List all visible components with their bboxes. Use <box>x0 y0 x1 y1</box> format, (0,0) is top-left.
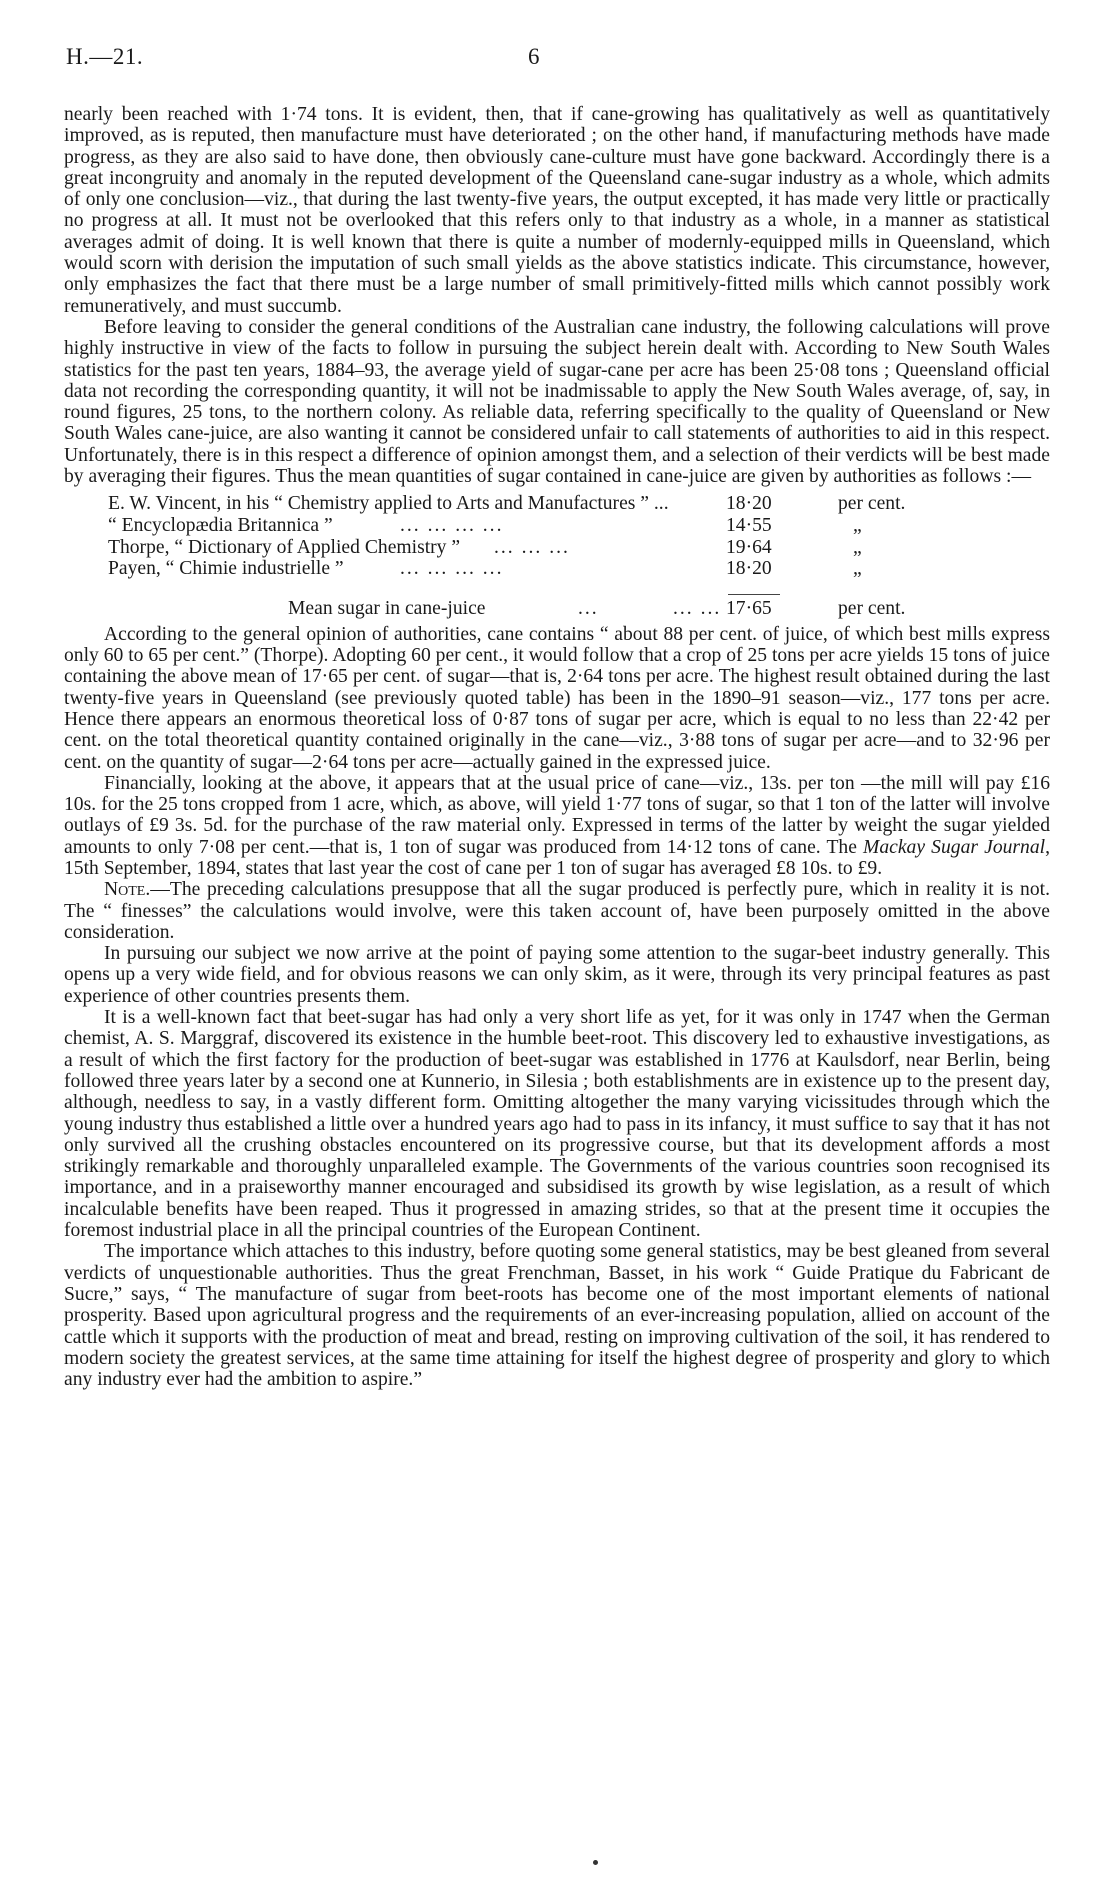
paragraph-5 <box>64 879 1050 943</box>
paragraph-6: In pursuing our subject we now arrive at the point of paying some attention to the sugar-beet industry generally. This opens up a very wide field, and for obvious reasons we can only skim, as it were, through its very principal features as past experience of other countries presents them. <box>64 943 1050 1007</box>
note-text: —The preceding calculations presuppose that all the sugar produced is perfectly pure, which in reality it is not. The “ finesses” the calculations would involve, were this taken account of, have been purposely omitted in the above consideration. <box>64 879 1050 943</box>
paragraph-7: It is a well-known fact that beet-sugar has had only a very short life as yet, for it was only in 1747 when the German chemist, A. S. Marggraf, discovered its existence in the humble beet-root. This discovery led to exhaustive investigations, as a result of which the first factory for the production of beet-sugar was established in 1776 at Kaulsdorf, near Berlin, being followed three years later by a second one at Kunnerio, in Silesia ; both establishments are in existence up to the present day, although, needless to say, in a vastly different form. Omitting altogether the many varying vicissitudes through which the young industry thus established a little over a hundred years ago had to pass in its infancy, it must suffice to say that it has not only survived all the crushing obstacles encountered on its progressive course, but that its development affords a most strikingly remarkable and thoroughly unparalleled example. The Governments of the various countries soon recognised its importance, and in a praiseworthy manner encouraged and subsidised its growth by wise legislation, as a result of which incalculable benefits have been reaped. Thus it progressed in amazing strides, so that at the present time it occupies the foremost industrial place in all the principal countries of the European Continent. <box>64 1007 1050 1242</box>
paragraph-2: Before leaving to consider the general conditions of the Australian cane industry, the following calculations will prove highly instructive in view of the facts to follow in pursuing the subject herein dealt with. According to New South Wales statistics for the past ten years, 1884–93, the average yield of sugar-cane per acre has been 25·08 tons ; Queensland official data not recording the corresponding quantity, it will not be inadmissable to apply the New South Wales average, of, say, in round figures, 25 tons, to the northern colony. As reliable data, referring specifically to the quality of Queensland or New South Wales cane-juice, are also wanting it cannot be considered unfair to call statements of authorities to aid in this respect. Unfortunately, there is in this respect a difference of opinion amongst them, and a selection of their verdicts will be best made by averaging their figures. Thus the mean quantities of sugar contained in cane-juice are given by authorities as follows :— <box>64 316 1050 488</box>
mean-value: 17·65 <box>726 597 772 619</box>
sum-rule <box>728 594 780 595</box>
paragraph-4-text-b: , 15th September, 1894, states that last year the cost of cane per 1 ton of sugar has averaged £8 10s. to £9. <box>64 836 1050 879</box>
sugar-value: 18·20 <box>726 493 772 515</box>
page-header <box>62 44 1052 74</box>
paragraph-3: According to the general opinion of authorities, cane contains “ about 88 per cent. of juice, of which best mills express only 60 to 65 per cent.” (Thorpe). Adopting 60 per cent., it would follow that a crop of 25 tons per acre yields 15 tons of juice containing the above mean of 17·65 per cent. of sugar—that is, 2·64 tons per acre. The highest result obtained during the last twenty-five years in Queensland (see previously quoted table) has been in the 1890–91 season—viz., 177 tons per acre. Hence there appears an enormous theoretical loss of 0·87 tons of sugar per acre, which is equal to no less than 22·42 per cent. on the total theoretical quantity contained originally in the cane—viz., 3·88 tons of sugar per acre—and to 32·96 per cent. on the quantity of sugar—2·64 tons per acre—actually gained in the expressed juice. <box>64 623 1050 773</box>
authority-label: Thorpe, “ Dictionary of Applied Chemistry ” <box>108 536 461 558</box>
ditto-mark: „ <box>853 558 862 580</box>
table-row <box>108 537 1028 559</box>
unit-label: per cent. <box>838 597 906 619</box>
sugar-value: 18·20 <box>726 558 772 580</box>
sugar-value: 19·64 <box>726 536 772 558</box>
unit-label: per cent. <box>838 493 906 515</box>
leader-dots: ... ... ... <box>494 536 570 558</box>
leader-dots: ... <box>578 597 599 619</box>
note-label: Note. <box>104 879 151 901</box>
paragraph-8: The importance which attaches to this industry, before quoting some general statistics, may be best gleaned from several verdicts of unquestionable authorities. Thus the great Frenchman, Basset, in his work “ Guide Pratique du Fabricant de Sucre,” says, “ The manufacture of sugar from beet-roots has become one of the most important elements of national prosperity. Based upon agricultural progress and the requirements of an ever-increasing population, allied on account of the cattle which it supports with the production of meat and bread, resting on improving cultivation of the soil, it has rendered to modern society the greatest services, at the same time attaining for itself the highest degree of prosperity and glory to which any industry ever had the ambition to aspire.” <box>64 1241 1050 1391</box>
leader-dots: ... ... ... ... <box>400 514 504 536</box>
table-row <box>108 598 1028 620</box>
document-reference: H.—21. <box>66 44 144 69</box>
paragraph-1: nearly been reached with 1·74 tons. It is evident, then, that if cane-growing has qualitatively as well as quantitatively improved, as is reputed, then manufacture must have deteriorated ; on the other hand, if manufacturing methods have made progress, as they are also said to have done, then obviously cane-culture must have gone backward. Accordingly there is a great incongruity and anomaly in the reputed development of the Queensland cane-sugar industry as a whole, which admits of only one conclusion—viz., that during the last twenty-five years, the output excepted, it has made very little or practically no progress at all. It must not be overlooked that this refers only to that industry as a whole, in a manner as statistical averages admit of doing. It is well known that there is quite a number of modernly-equipped mills in Queensland, which would scorn with derision the imputation of such small yields as the above statistics indicate. This circumstance, however, only emphasizes the fact that there must be a large number of small primitively-fitted mills which cannot possibly work remuneratively, and must succumb. <box>64 104 1050 317</box>
leader-dots: ... ... <box>673 597 722 619</box>
sum-rule-row <box>108 580 1028 598</box>
mean-label: Mean sugar in cane-juice <box>288 597 486 619</box>
authority-label: “ Encyclopædia Britannica ” <box>108 514 333 536</box>
sugar-value: 14·55 <box>726 514 772 536</box>
page-dot <box>593 1860 598 1865</box>
table-row <box>108 558 1028 580</box>
sugar-content-table <box>108 493 1028 619</box>
paragraph-4 <box>64 773 1050 879</box>
document-body <box>64 104 1050 1390</box>
ditto-mark: „ <box>853 536 862 558</box>
table-row <box>108 515 1028 537</box>
journal-title: Mackay Sugar Journal <box>863 836 1046 858</box>
leader-dots: ... ... ... ... <box>400 558 504 580</box>
table-row <box>108 493 1028 515</box>
authority-label: E. W. Vincent, in his “ Chemistry applied to Arts and Manufactures ” ... <box>108 493 669 515</box>
paragraph-4-text-a: Financially, looking at the above, it appears that at the usual price of cane—viz., 13s. per ton —the mill will pay £16 10s. for the 25 tons cropped from 1 acre, which, as above, will yield 1·77 tons of sugar, so that 1 ton of the latter will involve outlays of £9 3s. 5d. for the purchase of the raw material only. Expressed in terms of the latter by weight the sugar yielded amounts to only 7·08 per cent.—that is, 1 ton of sugar was produced from 14·12 tons of cane. The <box>64 772 1050 858</box>
page-number: 6 <box>528 44 540 69</box>
authority-label: Payen, “ Chimie industrielle ” <box>108 558 344 580</box>
ditto-mark: „ <box>853 514 862 536</box>
